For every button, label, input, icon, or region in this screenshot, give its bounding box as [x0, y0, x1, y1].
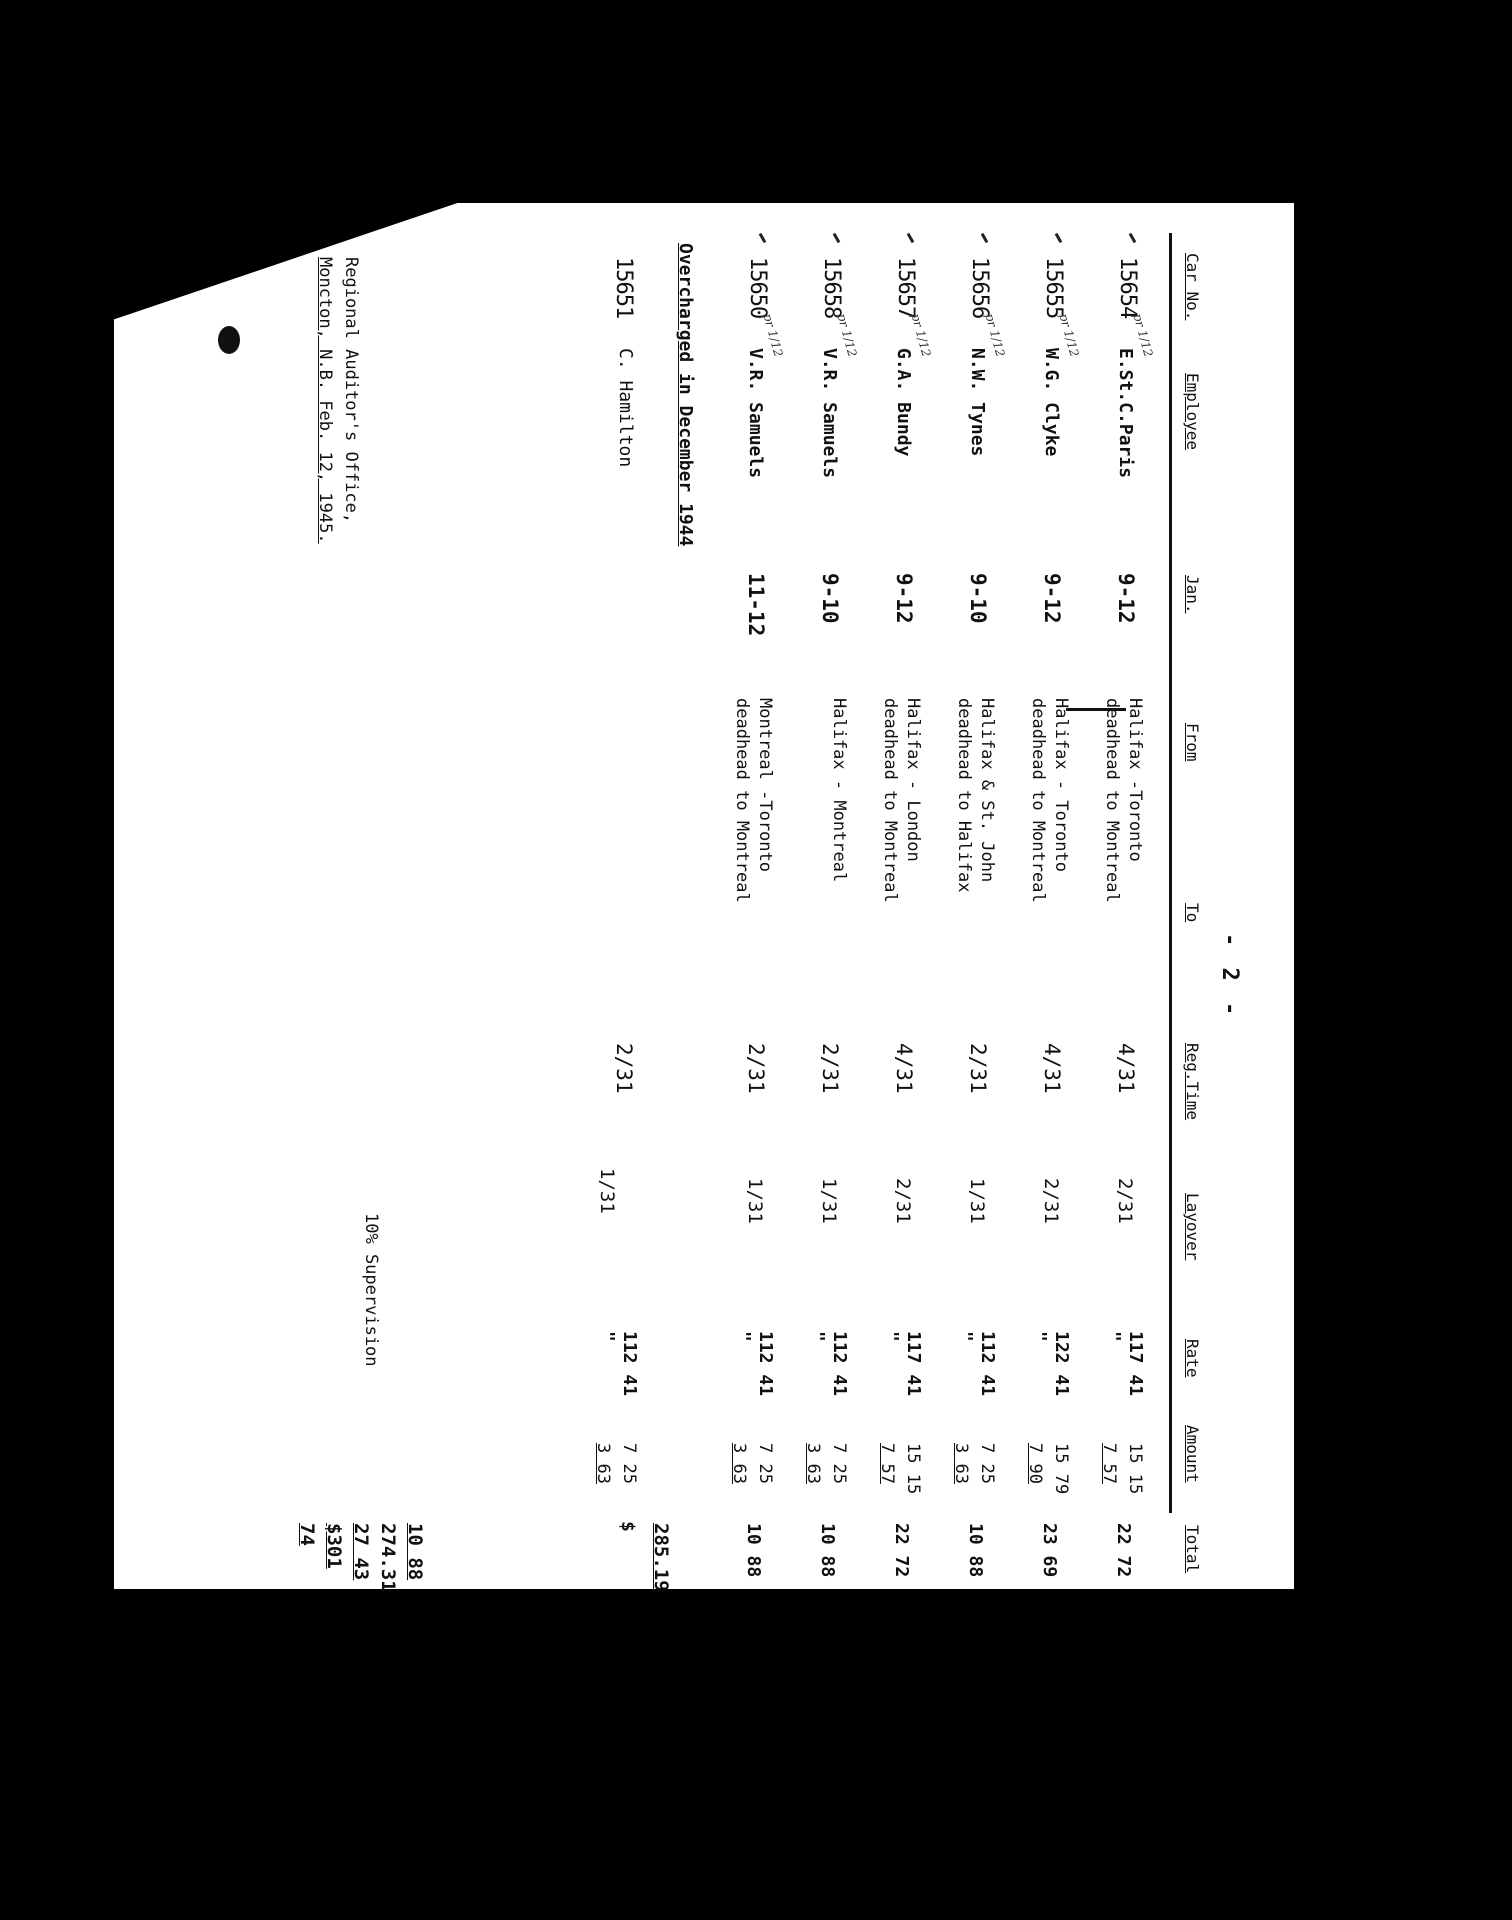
- footer-signature: [312, 257, 364, 544]
- row-total: 22 72: [891, 1523, 912, 1578]
- car-number: 15655: [1041, 257, 1066, 319]
- jan-dates: 11-12: [744, 573, 768, 637]
- subtotal-value: 285.19: [650, 1523, 672, 1592]
- check-mark: [759, 233, 767, 243]
- header-jan: Jan.: [1183, 575, 1202, 614]
- amount: 15 15 7 57: [1099, 1443, 1145, 1495]
- handwritten-note: pr 1/12: [982, 311, 1008, 359]
- table-row: [1080, 203, 1154, 1589]
- handwritten-note: pr 1/12: [834, 311, 860, 359]
- reg-time: 4/31: [1040, 1043, 1064, 1094]
- rate: 117 41 ": [1103, 1331, 1146, 1397]
- row-total: 10 88: [817, 1523, 838, 1578]
- layover: 1/31: [966, 1178, 988, 1224]
- amount: 7 25 3 63: [803, 1443, 849, 1484]
- check-mark: [833, 233, 841, 243]
- route: Halifax - Toronto deadhead to Montreal: [1028, 698, 1071, 903]
- layover: 1/31: [596, 1168, 618, 1214]
- header-rate: Rate: [1183, 1339, 1202, 1378]
- row-total: 10 88: [743, 1523, 764, 1578]
- totals-column: [293, 1523, 428, 1592]
- car-number: 15656: [967, 257, 992, 319]
- amount: 15 15 7 57: [877, 1443, 923, 1495]
- section-title: Overcharged in December 1944: [675, 243, 696, 547]
- reg-time: 2/31: [966, 1043, 990, 1094]
- table-row: [858, 203, 932, 1589]
- reg-time: 4/31: [892, 1043, 916, 1094]
- rate: 112 41 ": [807, 1331, 850, 1397]
- employee-name: G.A. Bundy: [893, 348, 914, 457]
- rate: 112 41 ": [955, 1331, 998, 1397]
- reg-time: 2/31: [612, 1043, 636, 1094]
- total-line: 27 43: [350, 1523, 372, 1581]
- car-number: 15658: [819, 257, 844, 319]
- header-from: From: [1183, 723, 1202, 762]
- rate: 112 41 ": [597, 1331, 640, 1397]
- handwritten-note: pr 1/12: [1130, 311, 1156, 359]
- header-amount: Amount: [1183, 1425, 1202, 1483]
- reg-time: 2/31: [818, 1043, 842, 1094]
- layover: 2/31: [892, 1178, 914, 1224]
- amount: 15 79 7 90: [1025, 1443, 1071, 1495]
- layover: 1/31: [818, 1178, 840, 1224]
- supervision-label: 10% Supervision: [361, 1213, 381, 1367]
- employee-name: C. Hamilton: [615, 348, 636, 468]
- rate: 122 41 ": [1029, 1331, 1072, 1397]
- amount: 7 25 3 63: [593, 1443, 639, 1484]
- handwritten-note: pr 1/12: [760, 311, 786, 359]
- reg-time: 2/31: [744, 1043, 768, 1094]
- header-reg-time: Reg.Time: [1183, 1043, 1202, 1121]
- amount: 7 25 3 63: [951, 1443, 997, 1484]
- layover: 2/31: [1040, 1178, 1062, 1224]
- footer-location-date: Moncton, N.B. Feb. 12, 1945.: [315, 257, 335, 544]
- employee-name: V.R. Samuels: [745, 348, 766, 479]
- rotated-content: [114, 203, 1294, 1592]
- reg-time: 4/31: [1114, 1043, 1138, 1094]
- employee-name: N.W. Tynes: [967, 348, 988, 457]
- check-mark: [1055, 233, 1063, 243]
- layover: 2/31: [1114, 1178, 1136, 1224]
- table-row: [932, 203, 1006, 1589]
- employee-name: E.St.C.Paris: [1115, 348, 1136, 479]
- grand-total: $301 74: [296, 1523, 345, 1569]
- table-row: [784, 203, 858, 1589]
- check-mark: [907, 233, 915, 243]
- page-number: - 2 -: [1217, 933, 1242, 1020]
- jan-dates: 9-10: [966, 573, 990, 624]
- route: Montreal -Toronto deadhead to Montreal: [732, 698, 775, 903]
- rate: 117 41 ": [881, 1331, 924, 1397]
- header-car-no: Car No.: [1183, 253, 1202, 321]
- route: Halifax - Montreal: [829, 698, 849, 883]
- amount: 7 25 3 63: [729, 1443, 775, 1484]
- total-line: 274.31: [377, 1523, 399, 1592]
- header-rule: [1169, 233, 1172, 1513]
- employee-name: V.R. Samuels: [819, 348, 840, 479]
- car-number: 15654: [1115, 257, 1140, 319]
- route: Halifax & St. John deadhead to Halifax: [954, 698, 997, 893]
- jan-dates: 9-12: [1040, 573, 1064, 624]
- employee-name: W.G. Clyke: [1041, 348, 1062, 457]
- footer-office: Regional Auditor's Office,: [341, 257, 361, 524]
- handwritten-note: pr 1/12: [908, 311, 934, 359]
- handwritten-note: pr 1/12: [1056, 311, 1082, 359]
- header-layover: Layover: [1183, 1193, 1202, 1261]
- route: Halifax -Toronto deadhead to Montreal: [1102, 698, 1145, 903]
- header-employee: Employee: [1183, 373, 1202, 451]
- total-line: 10 88: [404, 1523, 426, 1581]
- subtotal-currency: $: [617, 1521, 638, 1532]
- row-total: 23 69: [1039, 1523, 1060, 1578]
- jan-dates: 9-12: [1114, 573, 1138, 624]
- table-row: [1006, 203, 1080, 1589]
- car-number: 15651: [611, 257, 636, 319]
- check-mark: [981, 233, 989, 243]
- check-mark: [1129, 233, 1137, 243]
- table-row: [710, 203, 784, 1589]
- header-to: To: [1183, 903, 1202, 923]
- header-total: Total: [1183, 1525, 1202, 1574]
- jan-dates: 9-12: [892, 573, 916, 624]
- car-number: 15650: [745, 257, 770, 319]
- table-row: [580, 203, 654, 1589]
- row-total: 22 72: [1113, 1523, 1134, 1578]
- row-total: 10 88: [965, 1523, 986, 1578]
- rate: 112 41 ": [733, 1331, 776, 1397]
- route: Halifax - London deadhead to Montreal: [880, 698, 923, 903]
- jan-dates: 9-10: [818, 573, 842, 624]
- layover: 1/31: [744, 1178, 766, 1224]
- car-number: 15657: [893, 257, 918, 319]
